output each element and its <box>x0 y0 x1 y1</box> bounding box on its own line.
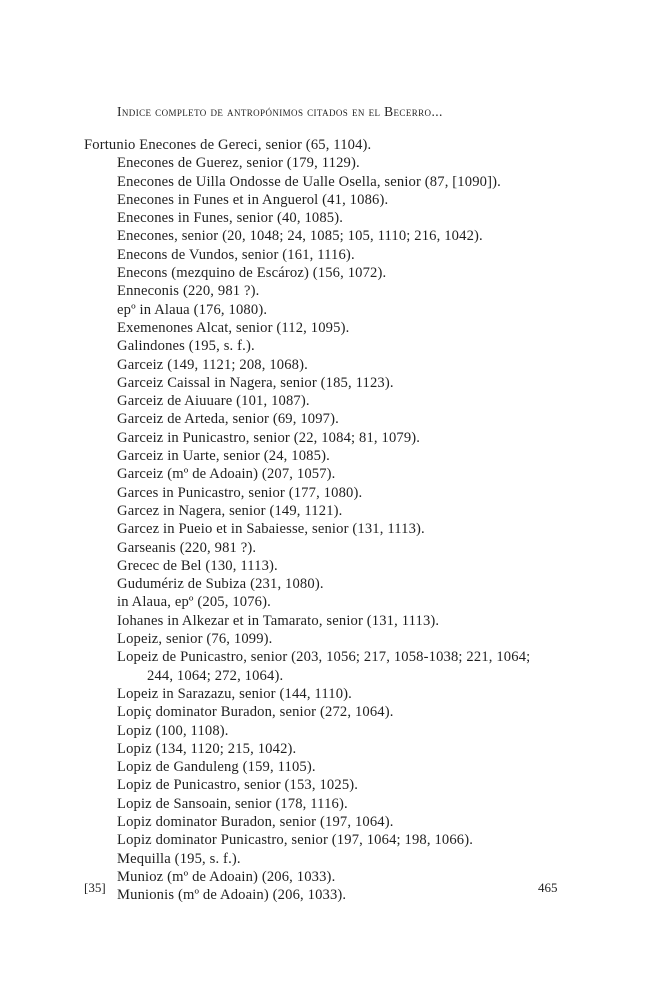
index-entry: Lopiç dominator Buradon, senior (272, 1064). <box>117 704 394 721</box>
section-number: [35] <box>84 880 106 895</box>
index-entry: Lopeiz, senior (76, 1099). <box>117 631 273 648</box>
index-entry: Galindones (195, s. f.). <box>117 338 255 355</box>
index-entry: Munioz (mº de Adoain) (206, 1033). <box>117 868 336 885</box>
index-entry: Garceiz (149, 1121; 208, 1068). <box>117 356 308 373</box>
index-entries <box>0 136 645 904</box>
index-entry: Gudumériz de Subiza (231, 1080). <box>117 576 324 593</box>
index-entry: Lopeiz in Sarazazu, senior (144, 1110). <box>117 685 352 702</box>
index-entry: Lopiz (134, 1120; 215, 1042). <box>117 740 297 757</box>
index-entry: Garceiz in Uarte, senior (24, 1085). <box>117 448 330 465</box>
page-number: 465 <box>538 880 558 895</box>
index-entry: Grecec de Bel (130, 1113). <box>117 557 278 574</box>
index-entry: Garceiz Caissal in Nagera, senior (185, 1123). <box>117 374 394 391</box>
index-entry: Exemenones Alcat, senior (112, 1095). <box>117 319 350 336</box>
running-head: Indice completo de antropónimos citados en el Becerro... <box>117 104 443 119</box>
index-entry: Enecones, senior (20, 1048; 24, 1085; 105, 1110; 216, 1042). <box>117 228 483 245</box>
index-entry: Lopiz dominator Punicastro, senior (197, 1064; 198, 1066). <box>117 832 474 849</box>
index-entry: Enecones de Guerez, senior (179, 1129). <box>117 155 360 172</box>
index-entry: Garcez in Pueio et in Sabaiesse, senior (131, 1113). <box>117 521 425 538</box>
index-entry: Enecons de Vundos, senior (161, 1116). <box>117 246 355 263</box>
index-entry-continuation: 244, 1064; 272, 1064). <box>147 667 284 684</box>
index-entry: Garceiz de Arteda, senior (69, 1097). <box>117 411 339 428</box>
index-entry: Garcez in Nagera, senior (149, 1121). <box>117 502 343 519</box>
index-entry: Enecones de Uilla Ondosse de Ualle Osella, senior (87, [1090]). <box>117 173 501 190</box>
index-entry: epº in Alaua (176, 1080). <box>117 301 268 318</box>
index-entry: Garseanis (220, 981 ?). <box>117 539 257 556</box>
index-entry: Garces in Punicastro, senior (177, 1080). <box>117 484 363 501</box>
index-entry: Garceiz in Punicastro, senior (22, 1084; 81, 1079). <box>117 429 421 446</box>
index-entry: Munionis (mº de Adoain) (206, 1033). <box>117 887 347 904</box>
index-entry: Garceiz (mº de Adoain) (207, 1057). <box>117 466 336 483</box>
index-entry: Lopeiz de Punicastro, senior (203, 1056; 217, 1058-1038; 221, 1064; <box>117 649 531 666</box>
index-entry: Mequilla (195, s. f.). <box>117 850 241 867</box>
index-entry: Garceiz de Aiuuare (101, 1087). <box>117 393 310 410</box>
index-entry: in Alaua, epº (205, 1076). <box>117 594 271 611</box>
index-entry: Enecons (mezquino de Escároz) (156, 1072). <box>117 265 387 282</box>
index-entry: Enecones in Funes, senior (40, 1085). <box>117 210 344 227</box>
index-entry: Lopiz (100, 1108). <box>117 722 229 739</box>
index-entry: Lopiz dominator Buradon, senior (197, 1064). <box>117 813 394 830</box>
index-entry: Fortunio Enecones de Gereci, senior (65, 1104). <box>84 137 372 153</box>
index-entry: Lopiz de Ganduleng (159, 1105). <box>117 759 316 776</box>
index-entry: Lopiz de Sansoain, senior (178, 1116). <box>117 795 348 812</box>
index-entry: Enecones in Funes et in Anguerol (41, 1086). <box>117 191 389 208</box>
index-entry: Lopiz de Punicastro, senior (153, 1025). <box>117 777 359 794</box>
index-entry: Iohanes in Alkezar et in Tamarato, senior (131, 1113). <box>117 612 440 629</box>
index-entry: Enneconis (220, 981 ?). <box>117 283 260 300</box>
